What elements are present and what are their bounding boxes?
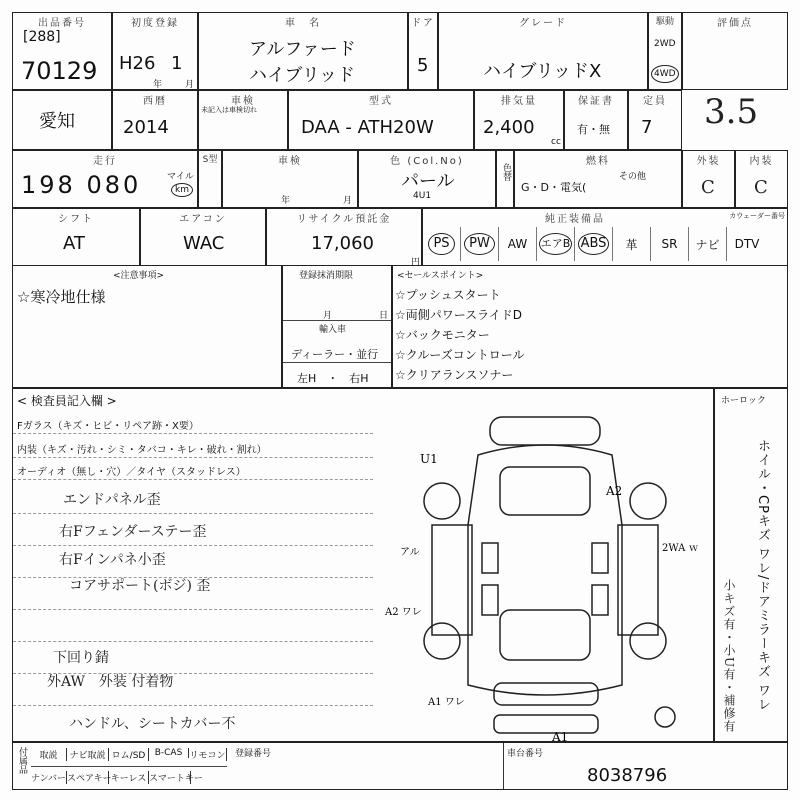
doors-cell — [408, 12, 438, 90]
color-cell — [358, 150, 496, 208]
shift-cell — [12, 208, 140, 266]
damage-mark: 2WA ｗ — [662, 543, 699, 554]
equip-aw: AW — [499, 227, 537, 261]
model-cell — [198, 12, 408, 90]
car-diagram — [385, 405, 700, 744]
lot-number: 70129 — [21, 57, 98, 85]
shift-label: シフト — [58, 214, 94, 225]
score-cell — [682, 12, 788, 90]
equip-pw: PW — [461, 227, 499, 261]
damage-mark: U1 — [420, 452, 438, 466]
accessory-item: リモコン — [189, 748, 227, 761]
sales-point: ☆クリアランスソナー — [395, 368, 514, 382]
interior-grade-value: C — [754, 177, 768, 198]
import-label: 輸入車 — [319, 325, 347, 335]
year-value: 2014 — [123, 117, 169, 138]
grade-cell — [438, 12, 648, 90]
model-line1: アルファード — [249, 39, 356, 60]
recycle-cell — [266, 208, 422, 266]
fuel-label: 燃料 — [586, 156, 610, 167]
hand-note: ハンドル、シートカバー不 — [69, 716, 236, 732]
damage-mark: A2 — [606, 484, 623, 498]
sales-point: ☆バックモニター — [395, 328, 490, 342]
accessory-item: キーレス — [109, 771, 149, 784]
year-cell — [112, 90, 198, 150]
recycle-label: リサイクル預託金 — [296, 214, 392, 225]
hand-note: エンドパネル歪 — [63, 492, 161, 508]
month-mark: 月 — [185, 80, 195, 90]
score-label: 評価点 — [717, 18, 753, 29]
reg-day: 日 — [379, 311, 389, 321]
interior-grade-cell — [735, 150, 788, 208]
year-label: 西暦 — [143, 96, 167, 107]
equipment-cell — [422, 208, 788, 266]
fuel-other: その他 — [619, 172, 647, 182]
ac-label: エアコン — [179, 214, 227, 225]
mileage-kind: マイル — [167, 172, 194, 182]
fuel-options: G・D・電気( — [521, 181, 587, 194]
score-value: 3.5 — [704, 92, 759, 132]
color-label: 色 (Col.No) — [390, 156, 464, 167]
drive-4wd: 4WD — [651, 65, 679, 83]
right-column — [714, 388, 788, 742]
doors-value: 5 — [417, 55, 429, 76]
damage-mark: アル — [400, 547, 420, 558]
equip-abs: ABS — [575, 227, 613, 261]
mileage-value: 198 080 — [21, 171, 142, 199]
displacement-label: 排気量 — [501, 96, 537, 107]
equip-airbag: エアB — [537, 227, 575, 261]
color-change-label: 色替 — [501, 163, 511, 181]
accessory-item: ロム/SD — [109, 748, 149, 761]
registration-box — [282, 266, 392, 388]
exterior-cell — [682, 150, 735, 208]
vertical-note: 小キズ有・小U有・補修有 — [722, 579, 736, 734]
displacement-cell — [474, 90, 564, 150]
model-code-label: 型式 — [369, 96, 393, 107]
hand-note: 下回り錆 — [53, 650, 109, 666]
capacity-value: 7 — [641, 117, 653, 138]
warranty-value: 有・無 — [577, 123, 610, 136]
inspection-audio: オーディオ（無し・穴）／タイヤ（スタッドレス） — [17, 467, 246, 478]
capacity-cell — [628, 90, 682, 150]
chassis-number: 8038796 — [587, 765, 668, 786]
sales-point: ☆プッシュスタート — [395, 288, 501, 302]
right-column-label: ホーロック — [721, 396, 766, 406]
equip-sr: SR — [651, 227, 689, 261]
inspection-label: 車検 — [231, 96, 255, 107]
sales-label: <セールスポイント> — [397, 271, 484, 281]
first-registration-label: 初度登録 — [131, 18, 179, 29]
caution-box — [12, 266, 282, 388]
mileage-label: 走行 — [93, 156, 117, 167]
year-mark: 年 — [153, 80, 163, 90]
registration-number-label: 登録番号 — [235, 749, 272, 759]
region-cell — [12, 90, 112, 150]
lot-cell — [12, 12, 112, 90]
inspection-note: 未記入は車検切れ — [201, 106, 257, 114]
damage-mark: A1 ワレ — [428, 697, 465, 708]
accessory-item: ナンバー — [31, 771, 67, 784]
equipment-label: 純正装備品 — [545, 214, 605, 225]
reg-due-label: 登録抹消期限 — [299, 271, 354, 281]
hand-note: 右Fインパネ小歪 — [59, 552, 166, 568]
hand-note: 外AW 外装 付着物 — [47, 674, 174, 690]
inspection-glass: Fガラス（キズ・ヒビ・リペア跡・X要） — [17, 421, 199, 432]
mileage-unit: km — [171, 183, 193, 197]
lot-label: 出品番号 — [38, 18, 86, 29]
chassis-label: 車台番号 — [507, 749, 544, 759]
bottom-row — [12, 742, 788, 790]
reg-month: 月 — [323, 311, 333, 321]
displacement-unit: cc — [551, 137, 561, 147]
recycle-unit: 円 — [411, 258, 421, 268]
color-value: パール — [401, 171, 455, 192]
sales-point: ☆クルーズコントロール — [395, 348, 525, 362]
interior-grade-label: 内装 — [749, 156, 774, 167]
s-type-label: S型 — [202, 155, 218, 165]
sales-point: ☆両側パワースライドD — [395, 308, 523, 322]
drive-cell — [648, 12, 682, 90]
damage-mark: A2 ワレ — [385, 607, 422, 618]
warranty-label: 保証書 — [578, 96, 614, 107]
inspection-cell — [198, 90, 288, 150]
exterior-value: C — [701, 177, 715, 198]
model-line2: ハイブリッド — [249, 65, 356, 86]
warranty-cell — [564, 90, 628, 150]
accessory-item: B-CAS — [149, 748, 189, 758]
dealer-parallel: ディーラー・並行 — [291, 348, 379, 361]
fuel-cell — [514, 150, 682, 208]
ac-cell — [140, 208, 266, 266]
model-code-value: DAA - ATH20W — [301, 117, 434, 138]
drive-label: 駆動 — [655, 17, 674, 27]
hand-note: 右Fフェンダーステー歪 — [59, 524, 207, 540]
model-label: 車 名 — [285, 18, 321, 29]
s-type-cell — [198, 150, 222, 208]
recycle-value: 17,060 — [311, 233, 374, 254]
inspection2-cell — [222, 150, 358, 208]
first-registration-month: 1 — [171, 53, 183, 74]
handle-side: 左H ・ 右H — [297, 372, 369, 385]
exterior-label: 外装 — [696, 156, 721, 167]
accessories-label: 付属品 — [17, 747, 27, 774]
lot-prefix: [288] — [23, 29, 61, 45]
color-code: 4U1 — [413, 191, 432, 201]
equipment-side-label: カウェーダー番号 — [729, 212, 785, 220]
equip-dtv: DTV — [734, 237, 760, 251]
first-registration-cell — [112, 12, 198, 90]
equip-ps: PS — [423, 227, 461, 261]
doors-label: ドア — [411, 18, 435, 29]
color-change-cell — [496, 150, 514, 208]
capacity-label: 定員 — [643, 96, 667, 107]
mileage-cell — [12, 150, 198, 208]
accessory-item: ナビ取説 — [67, 748, 109, 761]
displacement-value: 2,400 — [483, 117, 535, 138]
grade-value: ハイブリッドX — [483, 61, 602, 82]
model-code-cell — [288, 90, 474, 150]
equip-navi: ナビ — [689, 227, 727, 261]
inspection2-year: 年 — [281, 196, 291, 206]
inspection-title: < 検査員記入欄 > — [17, 394, 117, 408]
grade-label: グレード — [519, 18, 567, 29]
damage-mark: A1 — [552, 730, 569, 744]
accessory-item: スペアキー — [67, 771, 109, 784]
hand-note: コアサポート(ボジ) 歪 — [69, 578, 211, 594]
accessory-item: スマートキー — [149, 771, 191, 784]
sales-box — [392, 266, 788, 388]
inspection-interior: 内装（キズ・汚れ・シミ・タバコ・キレ・破れ・割れ） — [17, 445, 267, 456]
inspection2-month: 月 — [343, 196, 353, 206]
accessory-item: 取説 — [31, 748, 67, 761]
caution-text: ☆寒冷地仕様 — [17, 288, 106, 306]
drive-2wd: 2WD — [654, 39, 676, 49]
divider — [503, 743, 504, 789]
shift-value: AT — [63, 233, 85, 254]
ac-value: WAC — [183, 233, 225, 254]
vertical-note: ホイル・CPキズ ワレ/ドアミラーキズ ワレ — [755, 439, 770, 712]
first-registration-era: H26 — [119, 53, 156, 74]
caution-label: <注意事項> — [113, 271, 165, 281]
region-value: 愛知 — [39, 111, 75, 132]
inspection2-label: 車検 — [278, 156, 302, 167]
equip-leather: 革 — [613, 227, 651, 261]
